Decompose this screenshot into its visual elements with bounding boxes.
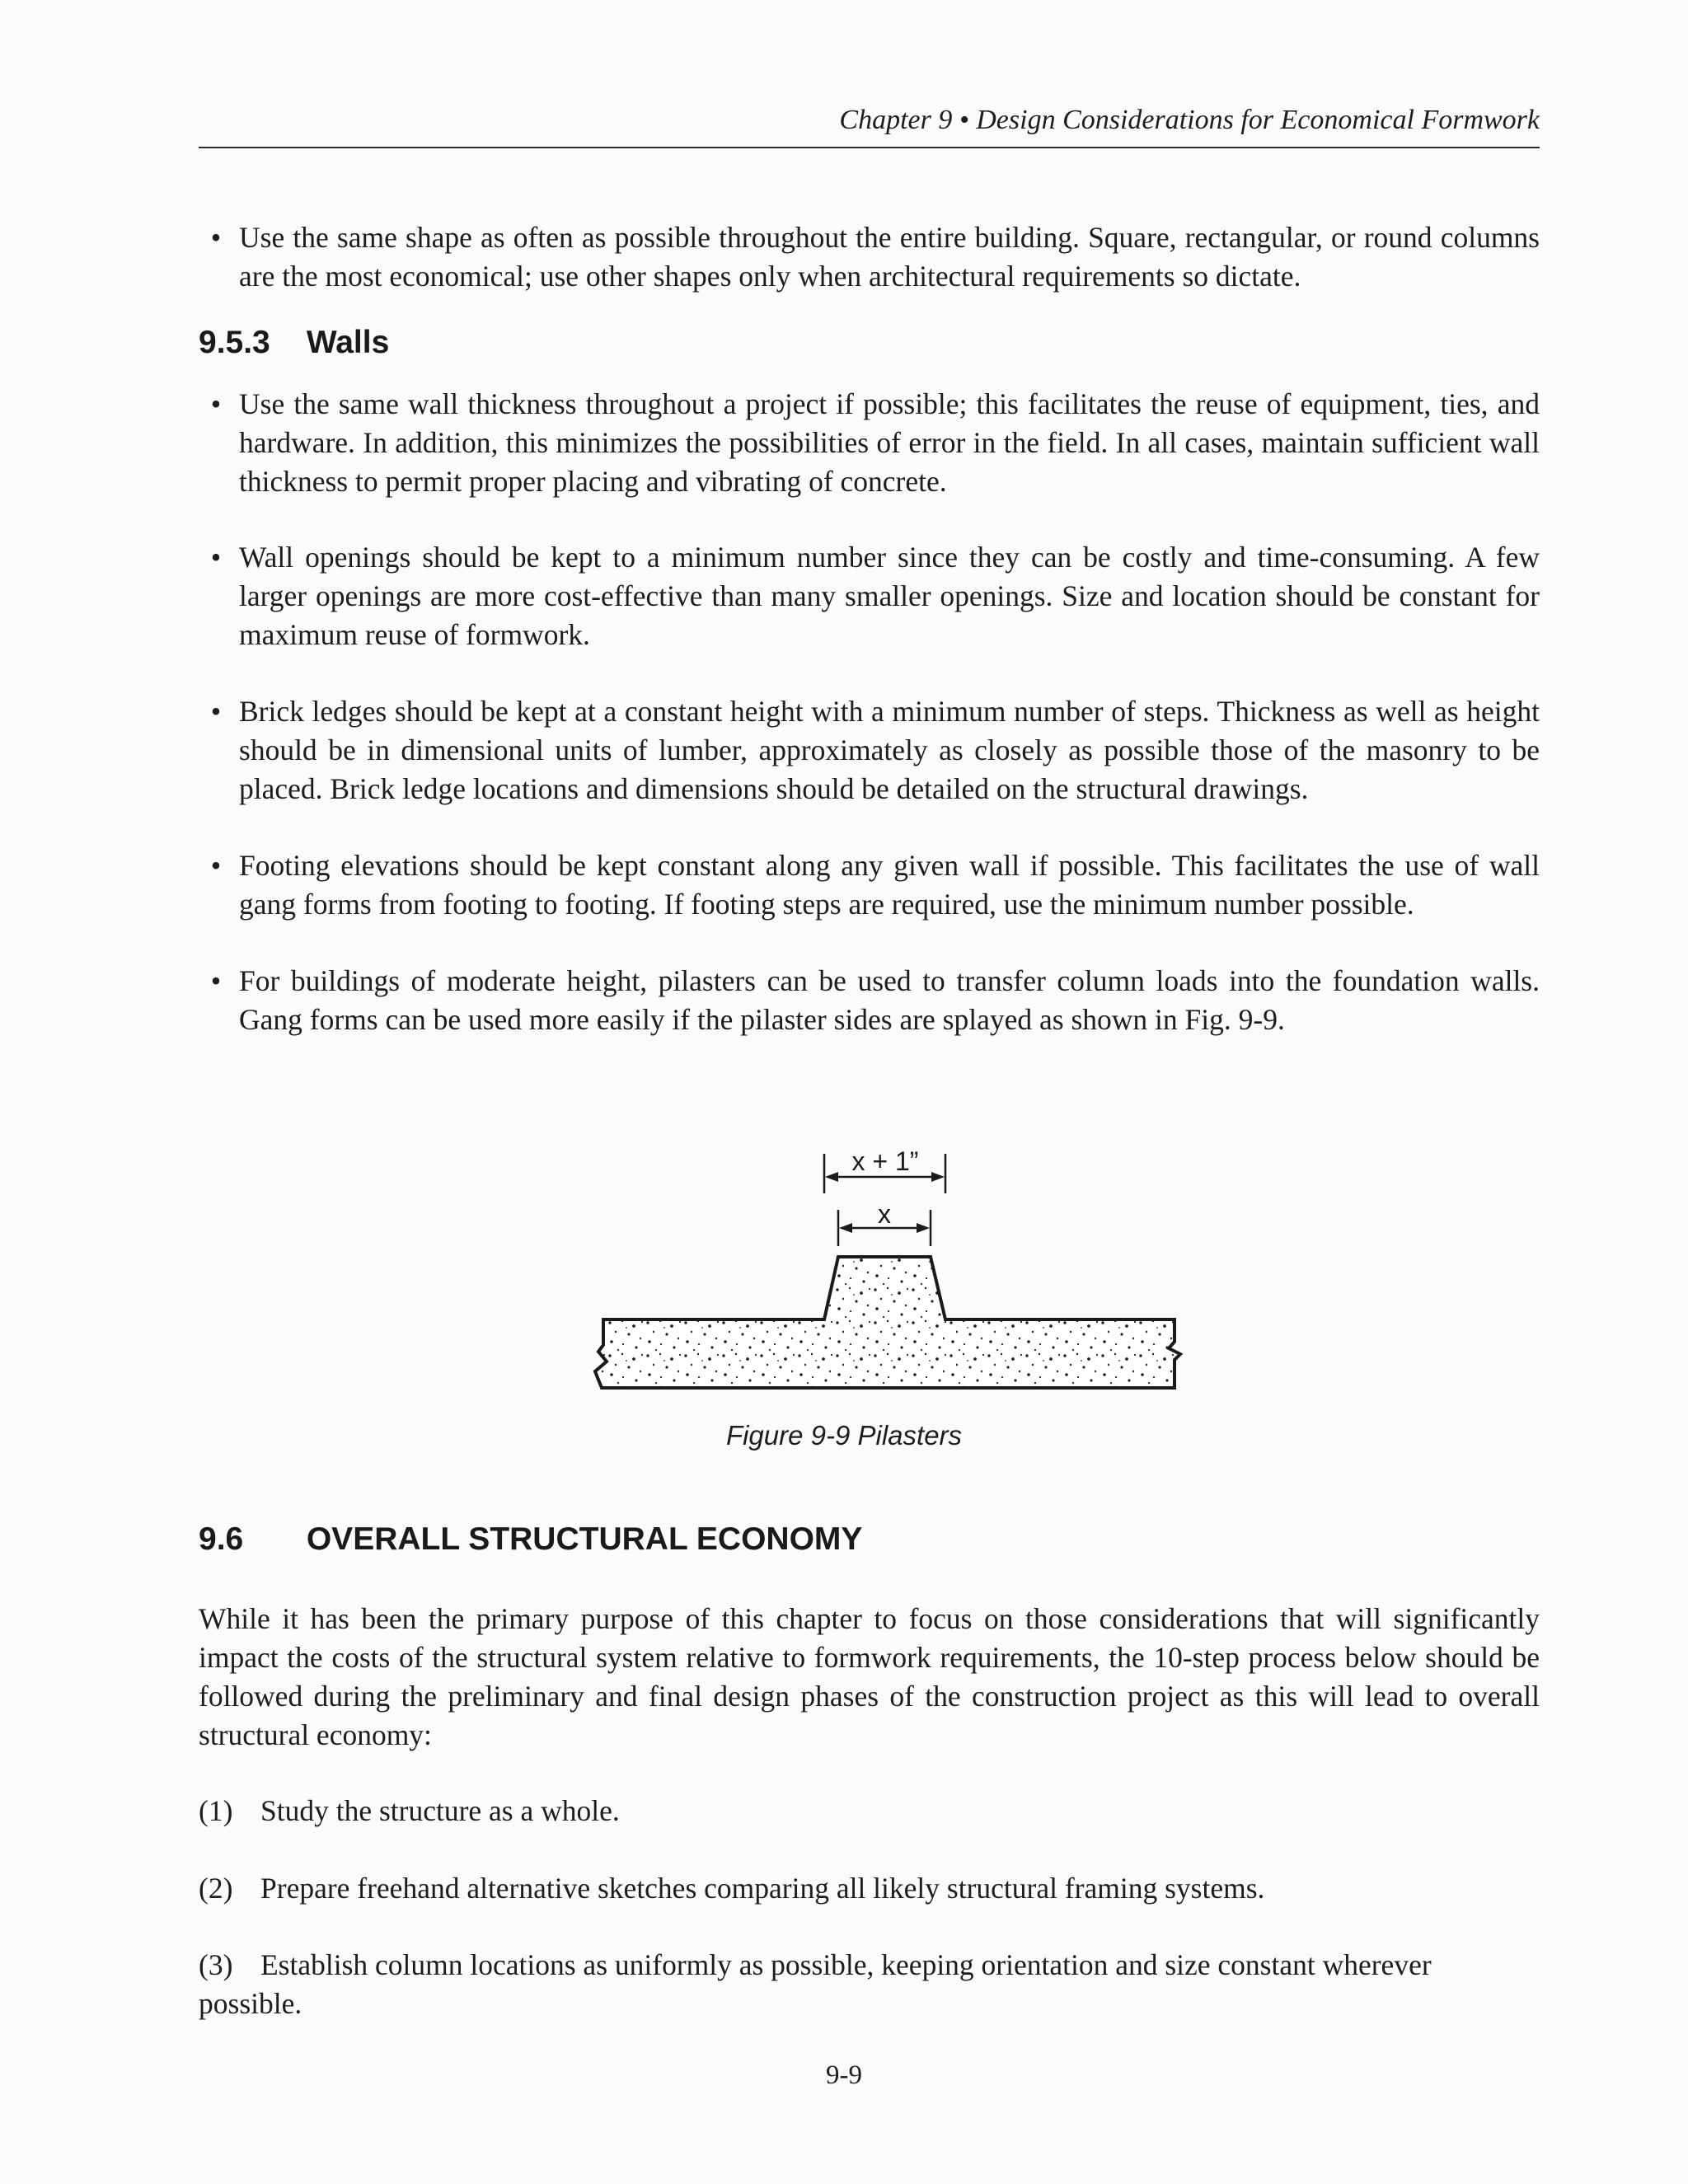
bullet-item — [210, 218, 1540, 296]
header-rule — [199, 147, 1540, 148]
list-number: (3) — [199, 1948, 233, 1981]
list-item — [199, 1869, 1540, 1908]
arrow-right-icon — [917, 1223, 930, 1233]
list-item — [199, 1792, 1540, 1830]
bullet-text: For buildings of moderate height, pilasters can be used to transfer column loads into the foundation walls. Gang forms can be used more easily if the pilaster sides are splayed as shown in Fig. 9-9. — [239, 964, 1540, 1036]
bullet-text: Brick ledges should be kept at a constant height with a minimum number of steps. Thickness as well as height should be in dimensional units of lumber, approximately as closely as possible those of the masonry to be placed. Brick ledge locations and dimensions should be detailed on the structural drawings. — [239, 695, 1540, 805]
bullet-text: Use the same wall thickness throughout a project if possible; this facilitates the reuse of equipment, ties, and hardware. In addition, this minimizes the possibilities of error in the field. In all cases, maintain sufficient wall thickness to permit proper placing and vibrating of concrete. — [239, 387, 1540, 498]
section-heading-walls — [199, 323, 389, 363]
bullet-icon: • — [210, 541, 222, 574]
bullet-icon: • — [210, 849, 222, 882]
bullet-item — [210, 692, 1540, 808]
bullet-icon: • — [210, 964, 222, 997]
bullet-icon: • — [210, 387, 222, 420]
arrow-right-icon — [931, 1172, 945, 1182]
bullet-text: Use the same shape as often as possible throughout the entire building. Square, rectangular, or round columns are the most economical; use other shapes only when architectural requirements so dictate. — [239, 221, 1540, 293]
list-number: (2) — [199, 1872, 233, 1905]
list-text: Study the structure as a whole. — [260, 1794, 620, 1827]
bullet-item — [210, 538, 1540, 654]
bullet-item — [210, 962, 1540, 1039]
bullet-icon: • — [210, 221, 222, 254]
list-text: Establish column locations as uniformly as possible, keeping orientation and size constant wherever possible. — [199, 1948, 1432, 2020]
dimension-label-inner: x — [878, 1199, 891, 1229]
section-title: OVERALL STRUCTURAL ECONOMY — [306, 1521, 863, 1557]
bullet-icon: • — [210, 695, 222, 728]
running-header: Chapter 9 • Design Considerations for Economical Formwork — [839, 105, 1540, 135]
section-title: Walls — [306, 325, 390, 360]
arrow-left-icon — [839, 1223, 852, 1233]
list-text: Prepare freehand alternative sketches comparing all likely structural framing systems. — [260, 1872, 1265, 1905]
list-item — [199, 1946, 1540, 2023]
section-number: 9.6 — [199, 1521, 244, 1557]
bullet-text: Wall openings should be kept to a minimum number since they can be costly and time-consuming. A few larger openings are more cost-effective than many smaller openings. Size and location should be constant for maximum reuse of formwork. — [239, 541, 1540, 651]
pilaster-diagram — [577, 1146, 1203, 1409]
bullet-text: Footing elevations should be kept constant along any given wall if possible. This facilitates the use of wall gang forms from footing to footing. If footing steps are required, use the minimum number possible. — [239, 849, 1540, 921]
bullet-item — [210, 846, 1540, 924]
bullet-item — [210, 385, 1540, 501]
body-paragraph: While it has been the primary purpose of this chapter to focus on those considerations that will significantly impact the costs of the structural system relative to formwork requirements, the 10-step process below should be followed during the preliminary and final design phases of the construction project as this will lead to overall structural economy: — [199, 1602, 1540, 1751]
arrow-left-icon — [825, 1172, 838, 1182]
list-number: (1) — [199, 1794, 233, 1827]
page-number: 9-9 — [826, 2060, 862, 2090]
section-number: 9.5.3 — [199, 325, 270, 360]
dimension-label-outer: x + 1” — [851, 1146, 919, 1176]
figure-caption: Figure 9-9 Pilasters — [725, 1420, 963, 1451]
concrete-section — [595, 1257, 1180, 1388]
section-heading-overall-economy — [199, 1520, 862, 1559]
